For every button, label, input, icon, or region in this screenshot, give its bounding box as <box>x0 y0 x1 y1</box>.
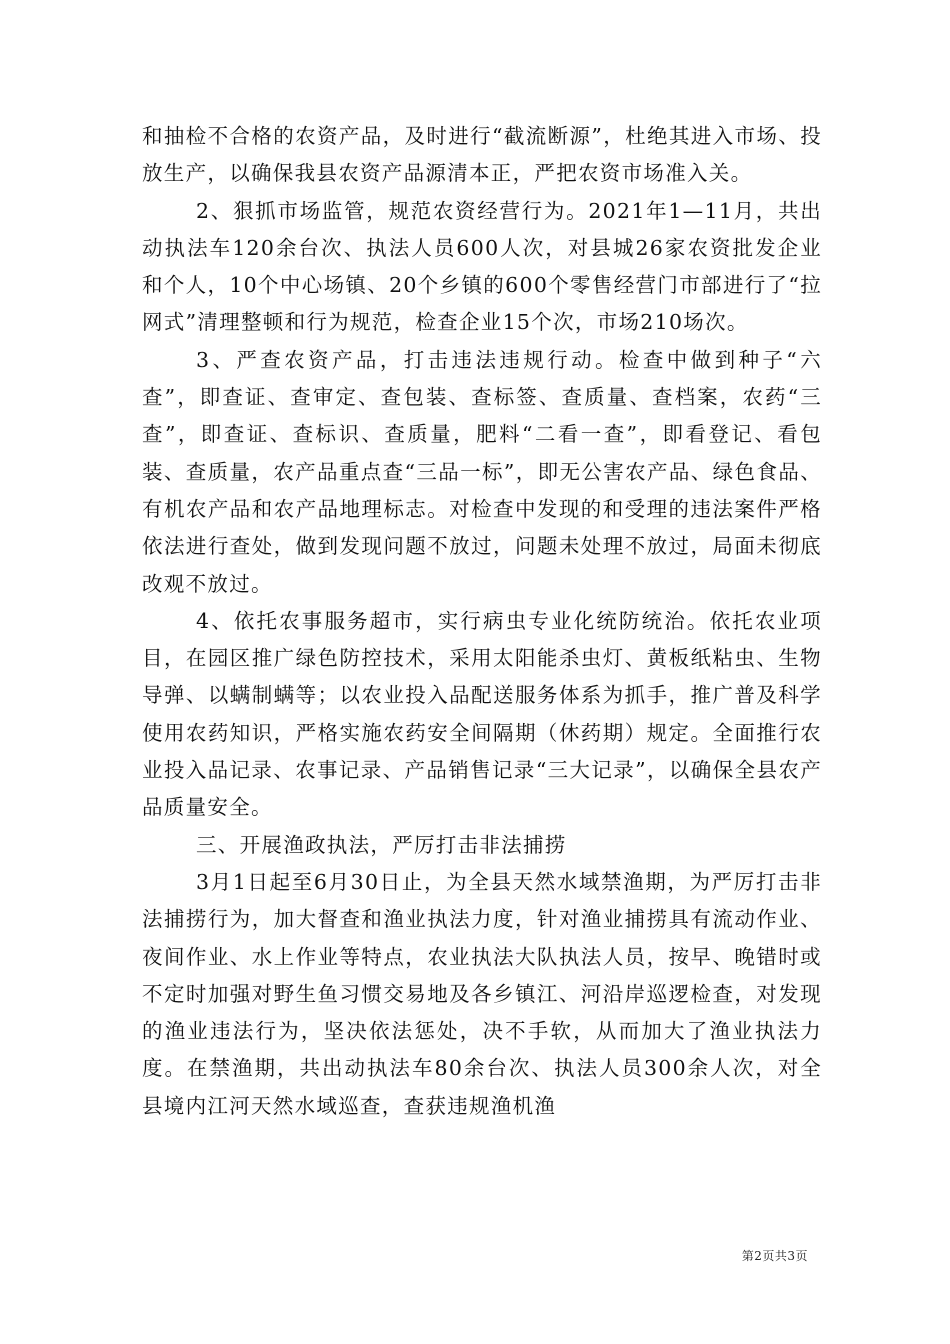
paragraph-continuation: 和抽检不合格的农资产品，及时进行“截流断源”，杜绝其进入市场、投放生产，以确保我县农资产品源清本正，严把农资市场准入关。 <box>142 124 822 186</box>
paragraph-product-inspection: 3、严查农资产品，打击违法违规行动。检查中做到种子“六查”，即查证、查审定、查包装、查标签、查质量、查档案，农药“三查”，即查证、查标识、查质量，肥料“二看一查”，即看登记、看包装、查质量，农产品重点查“三品一标”，即无公害农产品、绿色食品、有机农产品和农产品地理标志。对检查中发现的和受理的违法案件严格依法进行查处，做到发现问题不放过，问题未处理不放过，局面未彻底改观不放过。 <box>142 347 822 596</box>
document-body <box>142 118 822 1125</box>
paragraph-market-supervision: 2、狠抓市场监管，规范农资经营行为。2021年1—11月，共出动执法车120余台次、执法人员600人次，对县城26家农资批发企业和个人，10个中心场镇、20个乡镇的600个零售经营门市部进行了“拉网式”清理整顿和行为规范，检查企业15个次，市场210场次。 <box>142 198 822 335</box>
paragraph-pest-control: 4、依托农事服务超市，实行病虫专业化统防统治。依托农业项目，在园区推广绿色防控技术，采用太阳能杀虫灯、黄板纸粘虫、生物导弹、以螨制螨等；以农业投入品配送服务体系为抓手，推广普及科学使用农药知识，严格实施农药安全间隔期（休药期）规定。全面推行农业投入品记录、农事记录、产品销售记录“三大记录”，以确保全县农产品质量安全。 <box>142 608 822 820</box>
page-number-footer: 第2页共3页 <box>741 1249 808 1263</box>
section-heading-fishery: 三、开展渔政执法，严厉打击非法捕捞 <box>196 832 567 857</box>
paragraph-fishing-ban: 3月1日起至6月30日止，为全县天然水域禁渔期，为严厉打击非法捕捞行为，加大督查和渔业执法力度，针对渔业捕捞具有流动作业、夜间作业、水上作业等特点，农业执法大队执法人员，按早、晚错时或不定时加强对野生鱼习惯交易地及各乡镇江、河沿岸巡逻检查，对发现的渔业违法行为，坚决依法惩处，决不手软，从而加大了渔业执法力度。在禁渔期，共出动执法车80余台次、执法人员300余人次，对全县境内江河天然水域巡查，查获违规渔机渔 <box>142 869 822 1118</box>
